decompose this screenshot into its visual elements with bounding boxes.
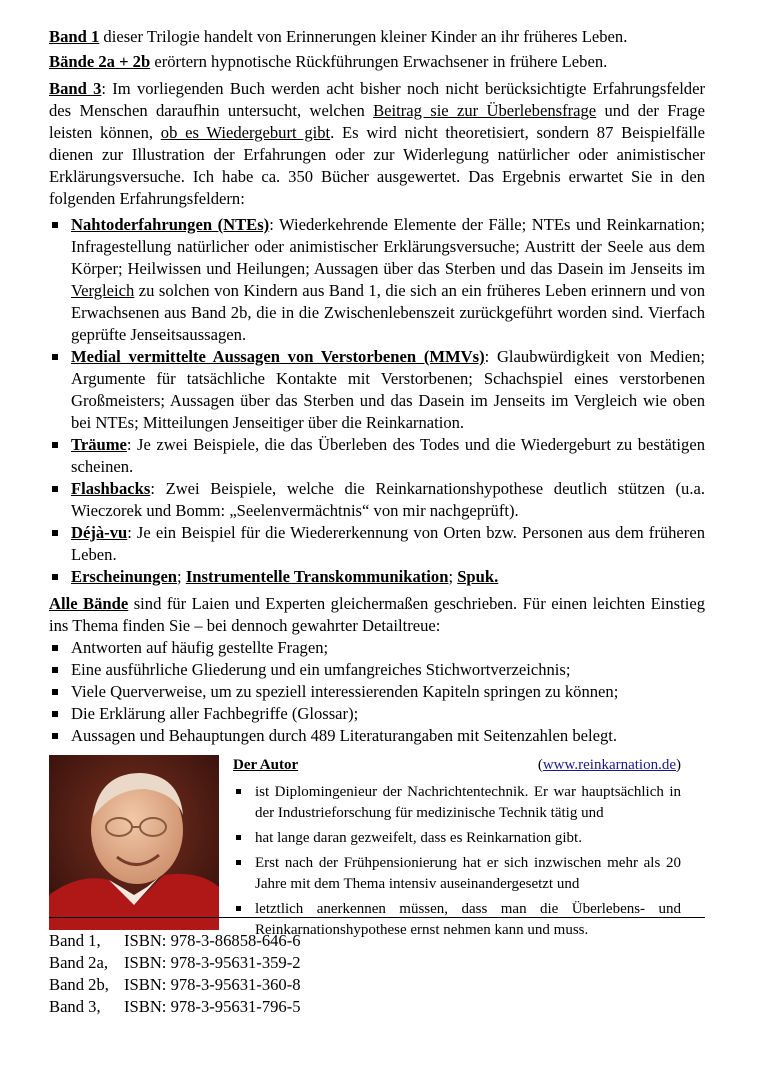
nte-label: Nahtoderfahrungen (NTEs) [71, 215, 270, 234]
list-item: Erst nach der Frühpensionierung hat er sich inzwischen mehr als 20 Jahre mit dem Thema intensiv auseinandergesetzt und [233, 853, 681, 895]
list-item: Eine ausführliche Gliederung und ein umfangreiches Stichwortverzeichnis; [49, 659, 705, 681]
band1-label: Band 1 [49, 27, 100, 46]
list-item: Aussagen und Behauptungen durch 489 Literaturangaben mit Seitenzahlen belegt. [49, 725, 705, 747]
list-item: Viele Querverweise, um zu speziell interessierenden Kapiteln springen zu können; [49, 681, 705, 703]
author-website: (www.reinkarnation.de) [537, 757, 681, 773]
experience-fields-list [49, 214, 705, 588]
dreams-text: : Je zwei Beispiele, die das Überleben des Todes und die Wiedergeburt zu bestätigen scheinen. [71, 435, 705, 476]
list-item: Antworten auf häufig gestellte Fragen; [49, 637, 705, 659]
band3-paragraph [49, 78, 705, 210]
band1-intro [49, 26, 705, 48]
dreams-label: Träume [71, 435, 127, 454]
separator: ; [177, 567, 186, 586]
nte-text-a: : Wiederkehrende Elemente der Fälle; NTEs und Reinkarnation; Infragestellung natürlicher oder animistischer Erklärungsversuche; Austritt der Seele aus dem Körper; Heilwissen und Heilungen; Aussagen über das Sterben und das Dasein im Jenseits im [71, 215, 706, 278]
band1-text: dieser Trilogie handelt von Erinnerungen kleiner Kinder an ihr früheres Leben. [99, 27, 628, 46]
mmv-label: Medial vermittelte Aussagen von Verstorbenen (MMVs) [71, 347, 485, 366]
list-item: letztlich anerkennen müssen, dass man die Überlebens- und Reinkarnationshypothese ernst nehmen kann und muss. [233, 899, 681, 941]
band3-text-c: . Es wird nicht theoretisiert, sondern 87 Beispielfälle dienen zur Illustration der Erfahrungen oder zur Widerlegung natürlicher oder animistischer Erklärungsversuche. Ich habe ca. 350 Bücher ausgewertet. Das Ergebnis erwartet Sie in den folgenden Erfahrungsfeldern: [49, 123, 705, 208]
nte-text-b: zu solchen von Kindern aus Band 1, die sich an ein früheres Leben erinnern und von Erwachsenen aus Band 2b, die in die Zwischenlebenszeit zurückgeführt worden sind. Vierfach geprüfte Jenseitsaussagen. [71, 281, 705, 344]
list-item: Die Erklärung aller Fachbegriffe (Glossar); [49, 703, 705, 725]
author-photo [49, 755, 219, 930]
comparison-link: Vergleich [71, 281, 135, 300]
all-volumes-label: Alle Bände [49, 594, 129, 613]
band-name: Band 3, [49, 997, 101, 1016]
flashbacks-label: Flashbacks [71, 479, 151, 498]
spuk-label: Spuk. [457, 567, 499, 586]
band3-text-b: und der Frage leisten können, [49, 101, 705, 142]
all-volumes-text: sind für Laien und Experten gleichermaßen geschrieben. Für einen leichten Einstieg ins Thema finden Sie – bei dennoch gewahrter Detailtreue: [49, 594, 705, 635]
back-cover-text [49, 26, 705, 945]
band3-text-a: : Im vorliegenden Buch werden acht bisher noch nicht berücksichtigte Erfahrungsfelder des Menschen daraufhin untersucht, welchen [49, 79, 705, 120]
author-title: Der Autor [233, 757, 299, 773]
isbn-number: ISBN: 978-3-95631-796-5 [124, 997, 301, 1016]
list-item-mmv [49, 346, 705, 434]
isbn-number: ISBN: 978-3-95631-360-8 [124, 975, 301, 994]
list-item: ist Diplomingenieur der Nachrichtentechnik. Er war hauptsächlich in der Industrieforschung für medizinische Technik tätig und [233, 782, 681, 824]
list-item-flashbacks [49, 478, 705, 522]
band3-label: Band 3 [49, 79, 102, 98]
band2-intro [49, 51, 705, 73]
divider-line [49, 917, 705, 918]
isbn-row [49, 930, 301, 952]
list-item-nte [49, 214, 705, 346]
band-name: Band 2a, [49, 953, 108, 972]
flashbacks-text: : Zwei Beispiele, welche die Reinkarnationshypothese deutlich stützen (u.a. Wieczorek und Bomm: „Seelenvermächtnis“ von mir nachgeprüft). [71, 479, 705, 520]
deja-vu-label: Déjà-vu [71, 523, 128, 542]
isbn-number: ISBN: 978-3-95631-359-2 [124, 953, 301, 972]
list-item-apparitions [49, 566, 705, 588]
isbn-row [49, 974, 301, 996]
list-item-deja-vu [49, 522, 705, 566]
apparitions-label: Erscheinungen [71, 567, 178, 586]
isbn-list [49, 930, 301, 1018]
list-item: hat lange daran gezweifelt, dass es Reinkarnation gibt. [233, 828, 681, 849]
isbn-number: ISBN: 978-3-86858-646-6 [124, 931, 301, 950]
website-link[interactable]: www.reinkarnation.de [542, 757, 676, 773]
mmv-text: : Glaubwürdigkeit von Medien; Argumente für tatsächliche Kontakte mit Verstorbenen; Schachspiel eines verstorbenen Großmeisters; Aussagen über das Sterben und das Dasein im Jenseits im Vergleich wie oben bei NTEs; Mitteilungen Jenseitiger über die Reinkarnation. [71, 347, 705, 432]
all-volumes-paragraph [49, 593, 705, 637]
isbn-row [49, 996, 301, 1018]
features-list [49, 637, 705, 747]
band2-label: Bände 2a + 2b [49, 52, 151, 71]
author-header [233, 755, 681, 776]
survival-question-link: Beitrag sie zur Überlebensfrage [373, 101, 597, 120]
rebirth-question-link: ob es Wiedergeburt gibt [160, 123, 331, 142]
separator: ; [448, 567, 458, 586]
list-item-dreams [49, 434, 705, 478]
band-name: Band 1, [49, 931, 101, 950]
itc-label: Instrumentelle Transkommunikation [185, 567, 449, 586]
band2-text: erörtern hypnotische Rückführungen Erwachsener in frühere Leben. [150, 52, 608, 71]
band-name: Band 2b, [49, 975, 109, 994]
isbn-row [49, 952, 301, 974]
deja-vu-text: : Je ein Beispiel für die Wiedererkennung von Orten bzw. Personen aus dem früheren Leben. [71, 523, 705, 564]
